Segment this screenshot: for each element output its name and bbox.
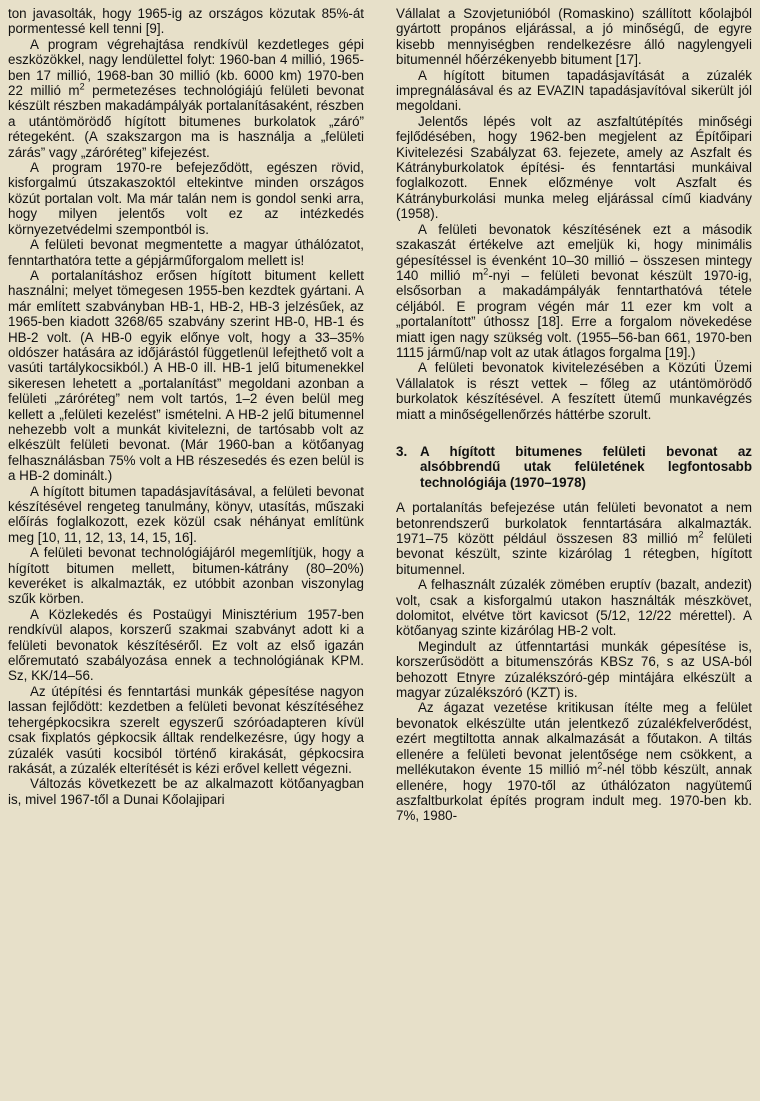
- paragraph: Megindult az útfenntartási munkák gépesítése is, korszerűsödött a bitumenszórás KBSz 76, s az USA-ból behozott Etnyre zúzalékszóró-gép mintájára elkészült a magyar zúzalékszóró (KZT) is.: [396, 638, 752, 701]
- superscript: 2: [698, 529, 704, 540]
- paragraph: A hígított bitumen tapadásjavításával, a felületi bevonat készítésével rengeteg tanulmány, könyv, utasítás, műszaki előírás foglalkozott, ezek közül csak néhányat említünk meg [10, 11, 12, 13, 14, 15, 16].: [8, 483, 364, 545]
- paragraph: A felületi bevonat megmentette a magyar úthálózatot, fenntarthatóra tette a gépjárműforgalom mellett is!: [8, 237, 364, 268]
- paragraph: A program végrehajtása rendkívül kezdetleges gépi eszközökkel, nagy lendülettel folyt: 1960-ban 4 millió, 1965-ben 17 millió, 1968-ban 30 millió (kb. 6000 km) 1970-ben 22 millió $m^2$ permetezéses technológiájú felületi bevonat készült részben makadámpályák portalanításaként, részben a utántömörödő hígított bitumenes burkolatok „záró” rétegeként. (A szakszargon ma is használja a „felületi zárás” vagy „záróréteg” kifejezést.: [8, 36, 365, 160]
- paragraph: Az ágazat vezetése kritikusan ítélte meg a felület bevonatok elkészülte után jelentkező zúzalékfelverődést, ezért megtiltotta annak alkalmazását a főutakon. A tiltás ellenére a felületi bevonat jelentősége nem csökkent, a mellékutakon évente 15 millió $m^2$-nél több készült, annak ellenére, hogy 1970-től az úthálózaton nagyütemű aszfaltburkolat építés program indult meg. 1970-ben kb. 7%, 1980-: [396, 700, 752, 824]
- paragraph: A Közlekedés és Postaügyi Minisztérium 1957-ben rendkívül alapos, korszerű szakmai szabványt adott ki a felületi bevonatok készítéséről. Ez volt az első igazán előremutató szabályozása ennek a technológiának KPM. Sz, KK/14–56.: [8, 606, 364, 684]
- paragraph: Vállalat a Szovjetunióból (Romaskino) szállított kőolajból gyártott propános eljárással, a jó minőségű, de egyre kisebb mennyiségben rendelkezésre álló nagylengyeli bitumennél hőérzékenyebb bitument [17].: [396, 6, 752, 68]
- paragraph: A hígított bitumen tapadásjavítását a zúzalék impregnálásával és az EVAZIN tapadásjavítóval sikerült jól megoldani.: [396, 67, 752, 114]
- section-heading: [396, 444, 752, 490]
- left-column: [8, 6, 364, 807]
- paragraph: Jelentős lépés volt az aszfaltútépítés minőségi fejlődésében, hogy 1962-ben megjelent az Építőipari Kivitelezési Szabályzat 63. fejezete, amely az Aszfalt és Kátrányburkolatok építési- és fenntartási munkáival foglalkozott. Ennek előzménye volt Aszfalt és Kátrányburkolási munka meleg eljárással című kiadvány (1958).: [396, 113, 752, 222]
- paragraph: ton javasolták, hogy 1965-ig az országos közutak 85%-át pormentessé kell tenni [9].: [8, 6, 364, 37]
- text-columns: [8, 6, 752, 824]
- paragraph: Az útépítési és fenntartási munkák gépesítése nagyon lassan fejlődött: kezdetben a felületi bevonat készítéséhez tehergépkocsikra szerelt egyszerű szóróadapteren kívül csak fixplatós gépkocsik álltak rendelkezésre, úgy hogy a zúzalék vasúti kocsiból történő kirakását, gépkocsira rakását, a zúzalék elterítését is kézi erővel kellett végezni.: [8, 683, 364, 776]
- superscript: 2: [597, 760, 603, 771]
- paragraph: A felületi bevonatok kivitelezésében a Közúti Üzemi Vállalatok is részt vettek – főleg az utántömörödő burkolatok készítésével. A feszített ütemű munkavégzés miatt a minőségellenőrzés háttérbe szorult.: [396, 360, 752, 422]
- paragraph: A felületi bevonatok készítésének ezt a második szakaszát értékelve azt emeljük ki, hogy minimális gépesítéssel is évenként 10–30 millió – összesen mintegy 140 millió $m^2$-nyi – felületi bevonat készült 1970-ig, elsősorban a makadámpályák fenntarthatóvá tétele céljából. E program végén már 11 ezer km volt a „portalanított” úthossz [18]. Erre a forgalom növekedése miatt igen nagy szükség volt. (1955–56-ban 661, 1970-ben 1115 jármű/nap volt az utak átlagos forgalma [19].): [396, 221, 752, 360]
- paragraph: A portalanításhoz erősen hígított bitument kellett használni; melyet tömegesen 1955-ben kezdtek gyártani. A már említett szabványban HB-1, HB-2, HB-3 jelzésűek, az 1965-ben kiadott 3268/65 szabvány szerint HB-0, HB-1 és HB-2 volt. (A HB-0 egyik előnye volt, hogy a 33–35% oldószer hatására az időjárástól függetlenül lefejthető volt a vasúti tartálykocsikból.) A HB-0 ill. HB-1 jelű bitumenekkel sikeresen lehetett a „portalanítást” megoldani azonban a felületi „záróréteg” nem volt tartós, 1–2 éven belül meg kellett a „felületi kezelést” ismételni. A HB-2 jelű bitumennel nehezebb volt a munkát kivitelezni, de tartósabb volt az elkészült felületi bevonat. (Már 1960-ban a kötőanyag felhasználásban 75% volt a HB részesedés és ezen belül is a HB-2 dominált.): [8, 267, 364, 484]
- paragraph: A program 1970-re befejeződött, egészen rövid, kisforgalmú útszakaszoktól eltekintve minden országos közút portalan volt. Ma már talán nem is gondol senki arra, hogy milyen jelentős volt ez az intézkedés környezetvédelmi szempontból is.: [8, 160, 364, 237]
- section-number: 3.: [396, 443, 408, 459]
- paragraph: A felületi bevonat technológiájáról megemlítjük, hogy a hígított bitumen mellett, bitumen-kátrány (80–20%) keveréket is alkalmazták, ez utóbbit azonban viszonylag szűk körben.: [8, 545, 364, 607]
- superscript: 2: [79, 81, 85, 92]
- paragraph: A portalanítás befejezése után felületi bevonatot a nem betonrendszerű burkolatok fenntartására alkalmazták. 1971–75 között például összesen 83 millió $m^2$ felületi bevonat készült, szinte kizárólag 1 rétegben, hígított bitumennel.: [396, 500, 752, 577]
- right-column: [396, 6, 752, 824]
- superscript: 2: [483, 266, 489, 277]
- section-title: A hígított bitumenes felületi bevonat az alsóbbrendű utak felületének legfontosabb technológiája (1970–1978): [420, 443, 752, 490]
- paragraph: A felhasznált zúzalék zömében eruptív (bazalt, andezit) volt, csak a kisforgalmú utakon használták mészkövet, dolomitot, elvétve tört kavicsot (5/12, 12/22 mérettel). A kötőanyag szinte kizárólag HB-2 volt.: [396, 577, 752, 639]
- paragraph: Változás következett be az alkalmazott kötőanyagban is, mivel 1967-től a Dunai Kőolajipari: [8, 776, 364, 807]
